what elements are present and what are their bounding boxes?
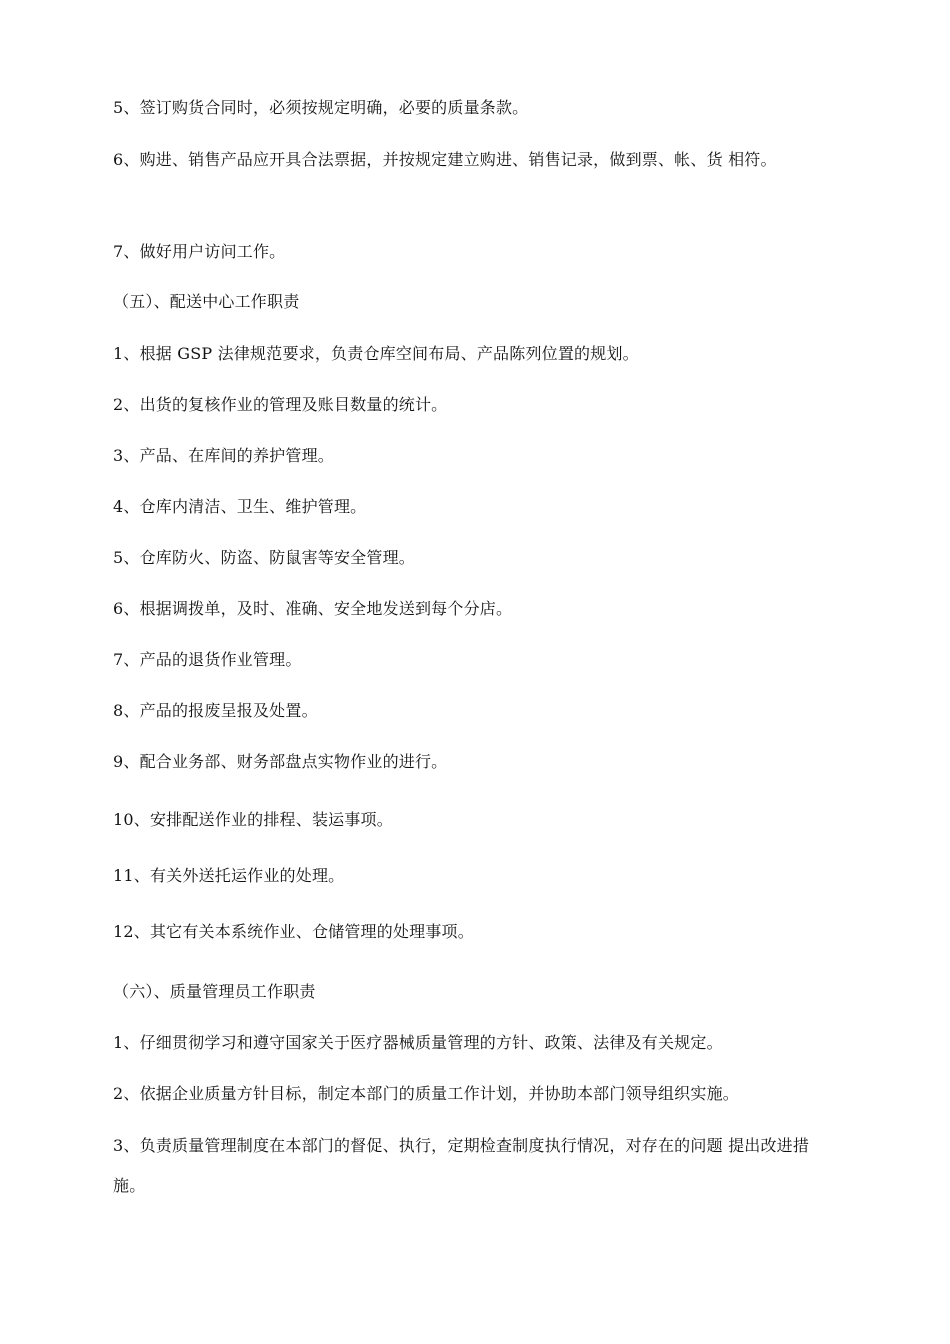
section-five-item-11: 11、有关外送托运作业的处理。 [113, 866, 345, 885]
paragraph-item-6: 6、购进、销售产品应开具合法票据，并按规定建立购进、销售记录，做到票、帐、货 相符。 [113, 150, 777, 169]
paragraph-item-7: 7、做好用户访问工作。 [113, 242, 286, 261]
section-five-item-9: 9、配合业务部、财务部盘点实物作业的进行。 [113, 752, 448, 771]
section-five-item-3: 3、产品、在库间的养护管理。 [113, 446, 334, 465]
section-six-title: （六）、质量管理员工作职责 [113, 982, 316, 1001]
section-five-item-4: 4、仓库内清洁、卫生、维护管理。 [113, 497, 367, 516]
section-five-item-8: 8、产品的报废呈报及处置。 [113, 701, 318, 720]
section-five-item-5: 5、仓库防火、防盗、防鼠害等安全管理。 [113, 548, 415, 567]
section-five-item-12: 12、其它有关本系统作业、仓储管理的处理事项。 [113, 922, 474, 941]
section-five-item-1: 1、根据 GSP 法律规范要求，负责仓库空间布局、产品陈列位置的规划。 [113, 344, 639, 363]
section-six-item-2: 2、依据企业质量方针目标，制定本部门的质量工作计划，并协助本部门领导组织实施。 [113, 1084, 739, 1103]
section-five-item-10: 10、安排配送作业的排程、装运事项。 [113, 810, 393, 829]
section-six-item-3: 3、负责质量管理制度在本部门的督促、执行，定期检查制度执行情况，对存在的问题 提出改进措施。 [113, 1136, 810, 1195]
section-five-title: （五）、配送中心工作职责 [113, 292, 300, 311]
section-five-item-6: 6、根据调拨单，及时、准确、安全地发送到每个分店。 [113, 599, 513, 618]
section-six-item-1: 1、仔细贯彻学习和遵守国家关于医疗器械质量管理的方针、政策、法律及有关规定。 [113, 1033, 723, 1052]
paragraph-item-5: 5、签订购货合同时，必须按规定明确，必要的质量条款。 [113, 98, 529, 117]
section-five-item-2: 2、出货的复核作业的管理及账目数量的统计。 [113, 395, 448, 414]
section-five-item-7: 7、产品的退货作业管理。 [113, 650, 302, 669]
